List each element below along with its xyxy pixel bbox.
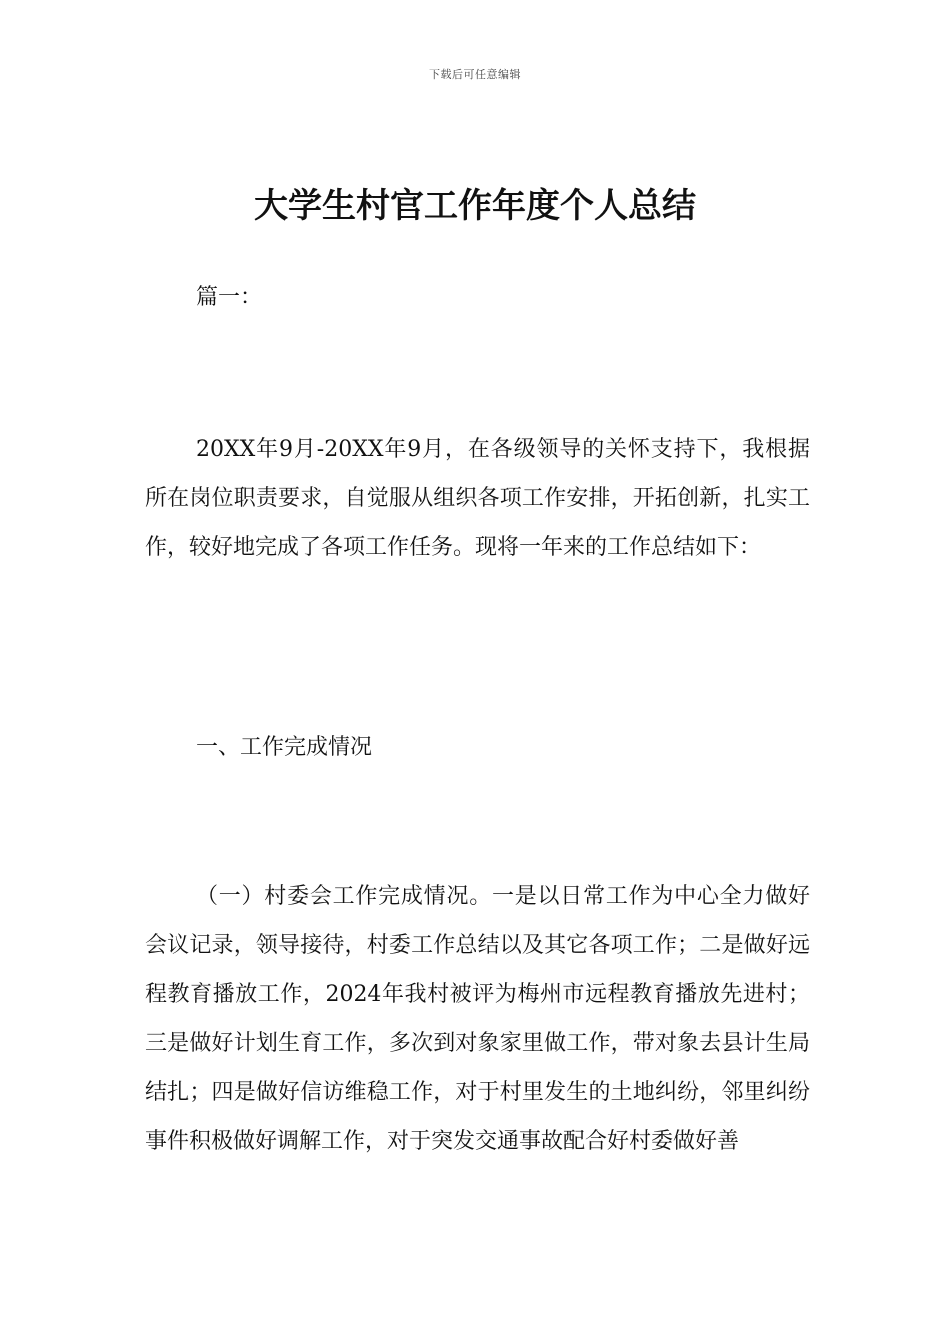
intro-paragraph: 20XX年9月-20XX年9月，在各级领导的关怀支持下，我根据所在岗位职责要求，自觉服从组织各项工作安排，开拓创新，扎实工作，较好地完成了各项工作任务。现将一年来的工作总结如下：	[145, 437, 810, 560]
section-heading: 一、工作完成情况	[196, 735, 373, 760]
body-paragraph: （一）村委会工作完成情况。一是以日常工作为中心全力做好会议记录，领导接待，村委工作总结以及其它各项工作；二是做好远程教育播放工作，2024年我村被评为梅州市远程教育播放先进村；三是做好计划生育工作，多次到对象家里做工作，带对象去县计生局结扎；四是做好信访维稳工作，对于村里发生的土地纠纷，邻里纠纷事件积极做好调解工作，对于突发交通事故配合好村委做好善	[145, 884, 810, 1154]
section-label: 篇一：	[196, 285, 263, 310]
document-title: 大学生村官工作年度个人总结	[254, 186, 696, 226]
header-note: 下载后可任意编辑	[429, 68, 521, 81]
